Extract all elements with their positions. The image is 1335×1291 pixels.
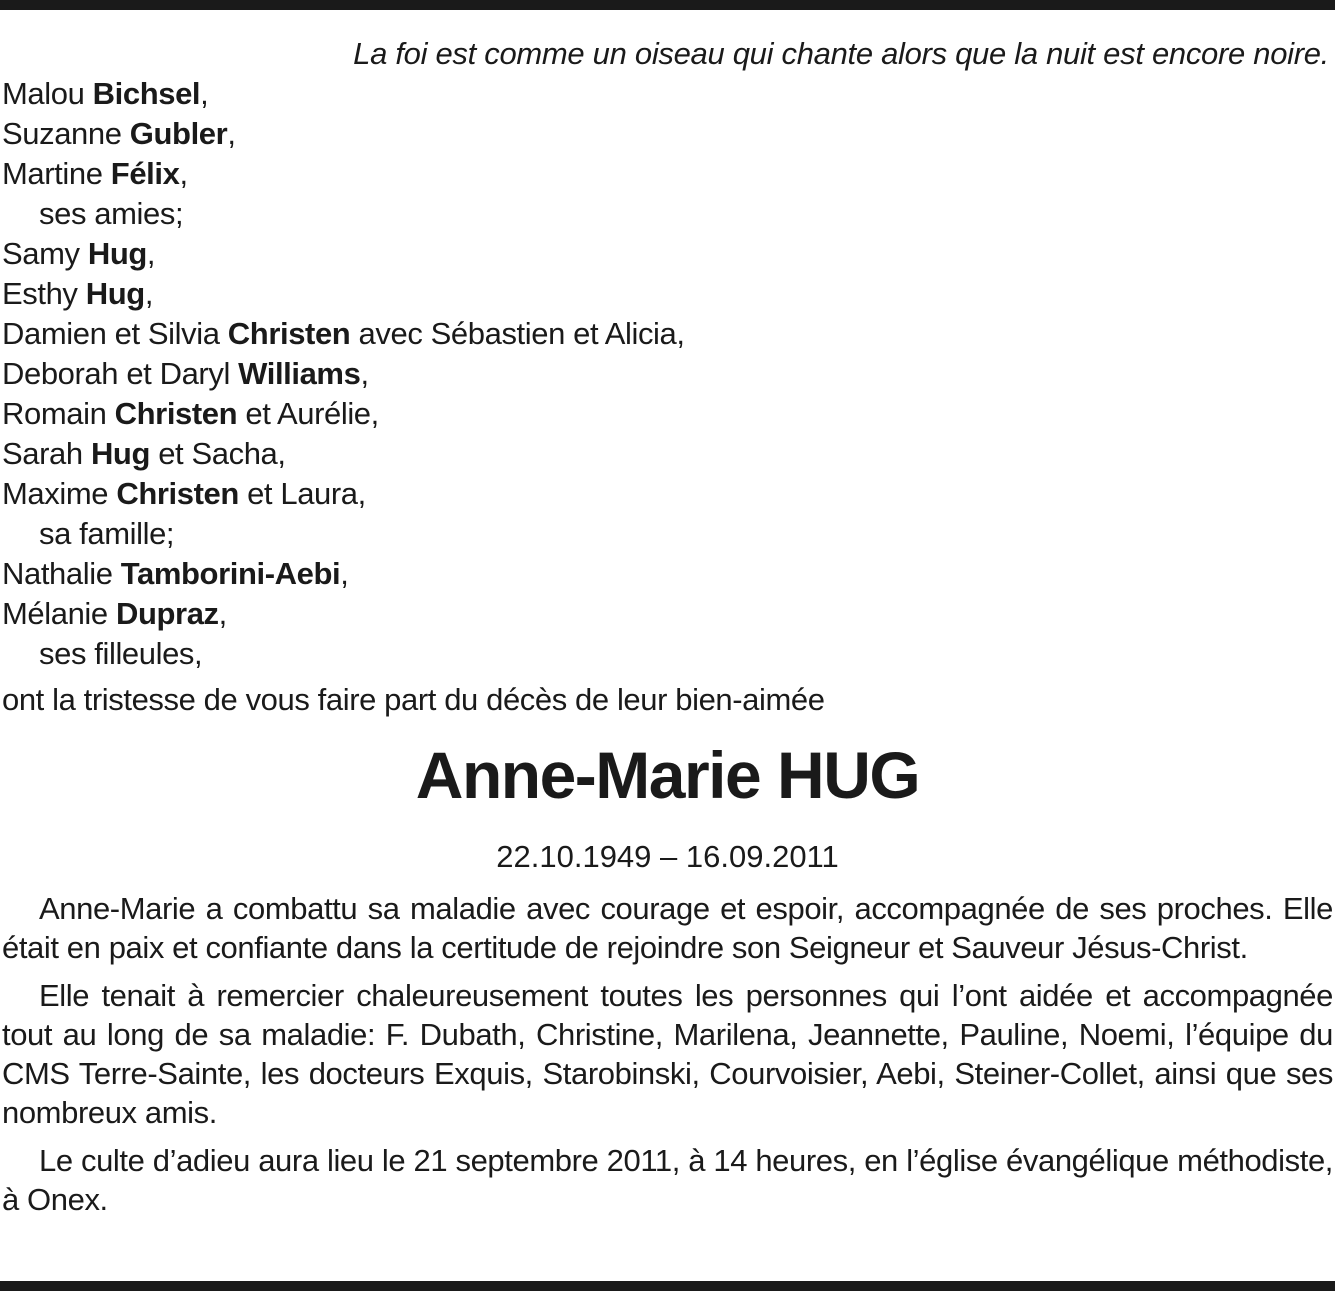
mourner-line: Malou Bichsel, <box>2 76 209 111</box>
mourner-surname: Christen <box>116 476 239 511</box>
mourner-line: Damien et Silvia Christen avec Sébastien et Alicia, <box>2 316 685 351</box>
mourner-surname: Hug <box>90 436 150 471</box>
bottom-rule <box>0 1281 1335 1291</box>
mourner-surname: Hug <box>87 236 147 271</box>
group-label: sa famille; <box>39 516 175 551</box>
mourner-surname: Tamborini-Aebi <box>120 556 341 591</box>
mourner-surname: Christen <box>114 396 238 431</box>
mourner-line: Deborah et Daryl Williams, <box>2 356 369 391</box>
mourners-list <box>2 74 1322 674</box>
announcement-text: ont la tristesse de vous faire part du décès de leur bien-aimée <box>2 682 825 717</box>
group-label: ses filleules, <box>39 636 203 671</box>
top-rule <box>0 0 1335 10</box>
paragraph: Le culte d’adieu aura lieu le 21 septembre 2011, à 14 heures, en l’église évangélique méthodiste, à Onex. <box>2 1143 1333 1217</box>
mourner-line: Samy Hug, <box>2 236 156 271</box>
deceased-name: Anne-Marie HUG <box>415 738 920 812</box>
group-label: ses amies; <box>39 196 184 231</box>
mourner-surname: Dupraz <box>115 596 219 631</box>
mourner-surname: Williams <box>238 356 361 391</box>
mourner-line: Maxime Christen et Laura, <box>2 476 366 511</box>
paragraph: Anne-Marie a combattu sa maladie avec courage et espoir, accompagnée de ses proches. Elle était en paix et confiante dans la certitude de rejoindre son Seigneur et Sauveur Jésus-Christ. <box>2 891 1333 965</box>
epigraph: La foi est comme un oiseau qui chante alors que la nuit est encore noire. <box>353 36 1329 71</box>
mourner-surname: Christen <box>227 316 351 351</box>
mourner-surname: Bichsel <box>92 76 201 111</box>
mourner-line: Esthy Hug, <box>2 276 154 311</box>
paragraph: Elle tenait à remercier chaleureusement toutes les personnes qui l’ont aidée et accompagnée tout au long de sa maladie: F. Dubath, Christine, Marilena, Jeannette, Pauline, Noemi, l’équipe du CMS Terre-Sainte, les docteurs Exquis, Starobinski, Courvoisier, Aebi, Steiner-Collet, ainsi que ses nombreux amis. <box>2 978 1333 1130</box>
obituary-body <box>2 889 1333 1228</box>
mourner-surname: Félix <box>110 156 180 191</box>
mourner-line: Romain Christen et Aurélie, <box>2 396 379 431</box>
mourner-surname: Gubler <box>129 116 228 151</box>
mourner-line: Martine Félix, <box>2 156 188 191</box>
life-dates: 22.10.1949 – 16.09.2011 <box>496 839 839 874</box>
mourner-surname: Hug <box>85 276 145 311</box>
mourner-line: Suzanne Gubler, <box>2 116 236 151</box>
mourner-line: Nathalie Tamborini-Aebi, <box>2 556 349 591</box>
mourner-line: Mélanie Dupraz, <box>2 596 227 631</box>
mourner-line: Sarah Hug et Sacha, <box>2 436 286 471</box>
